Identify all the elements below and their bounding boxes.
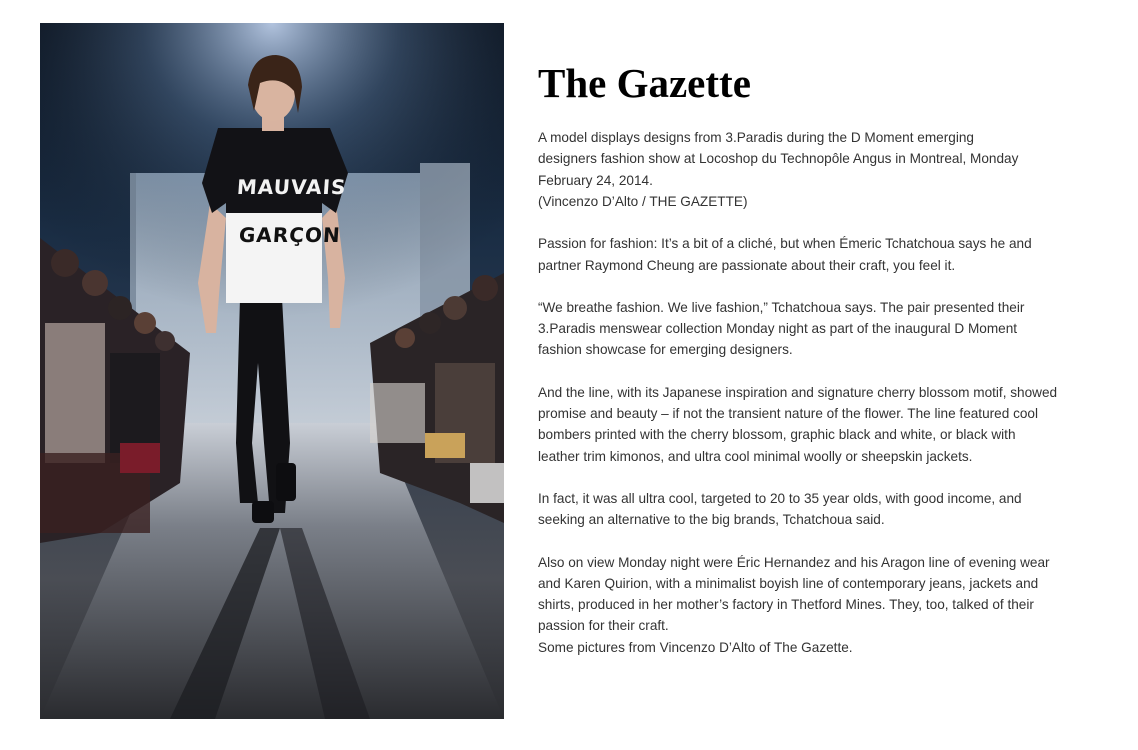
- article-paragraph: “We breathe fashion. We live fashion,” Tchatchoua says. The pair presented their 3.Paradis menswear collection Monday night as part of the inaugural D Moment fashion showcase for emerging designers.: [538, 299, 1025, 358]
- masthead-title: The Gazette: [538, 60, 751, 106]
- article-paragraph: And the line, with its Japanese inspiration and signature cherry blossom motif, showed promise and beauty – if not the transient nature of the flower. The line featured cool bombers printed with the cherry blossom, graphic black and white, or black with leather trim kimonos, and ultra cool minimal woolly or sheepskin jackets.: [538, 384, 1058, 464]
- article: [538, 62, 1078, 679]
- article-paragraph: Passion for fashion: It’s a bit of a cliché, but when Émeric Tchatchoua says he and partner Raymond Cheung are passionate about their craft, you feel it.: [538, 236, 1032, 273]
- article-paragraph: Also on view Monday night were Éric Hernandez and his Aragon line of evening wear and Karen Quirion, with a minimalist boyish line of contemporary jeans, jackets and shirts, produced in her mother’s factory in Thetford Mines. They, too, talked of their passion for their craft. Some pictures from Vincenzo D’Alto of The Gazette.: [538, 554, 1050, 655]
- runway-photo: [40, 23, 504, 719]
- shirt-print-top: MAUVAIS: [236, 175, 348, 199]
- runway-illustration: [40, 23, 504, 719]
- shirt-print-bottom: GARÇON: [238, 223, 342, 247]
- article-paragraph: In fact, it was all ultra cool, targeted to 20 to 35 year olds, with good income, and seeking an alternative to the big brands, Tchatchoua said.: [538, 490, 1022, 528]
- photo-caption: A model displays designs from 3.Paradis during the D Moment emerging designers fashion show at Locoshop du Technopôle Angus in Montreal, Monday February 24, 2014. (Vincenzo D’Alto / THE GAZETTE): [538, 130, 1019, 209]
